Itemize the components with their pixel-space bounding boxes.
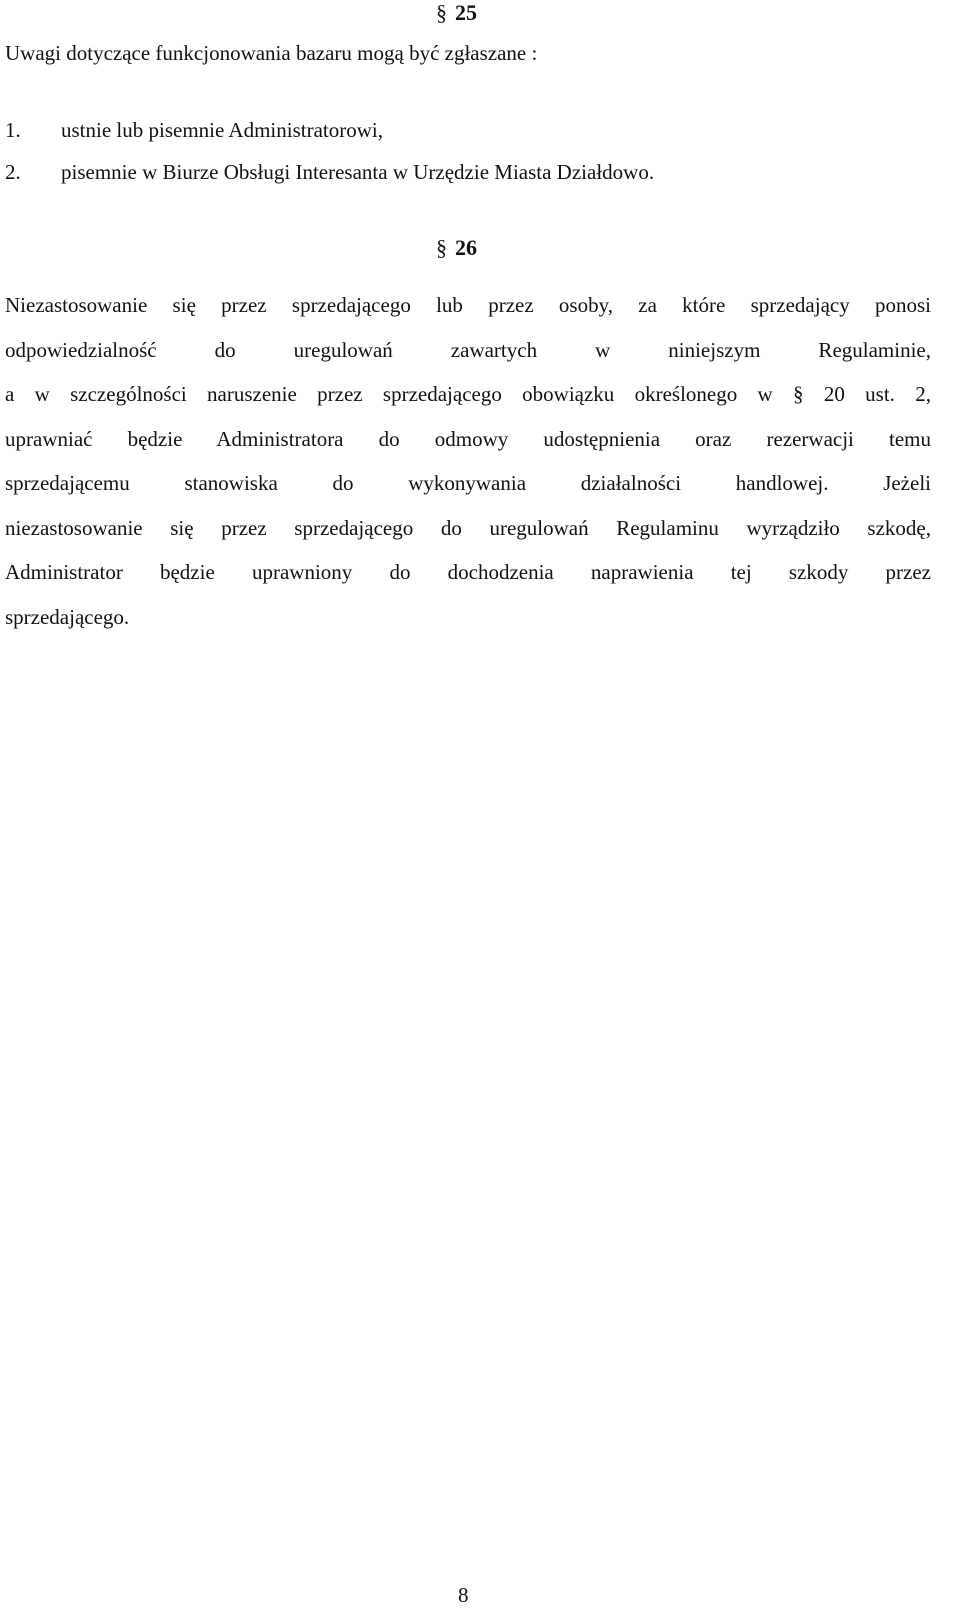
page-number: 8	[458, 1583, 469, 1607]
paragraph-line: niezastosowanie się przez sprzedającego do uregulowań Regulaminu wyrządziło szkodę,	[5, 516, 931, 540]
paragraph-line: a w szczególności naruszenie przez sprzedającego obowiązku określonego w § 20 ust. 2,	[5, 382, 931, 406]
section-25-intro: Uwagi dotyczące funkcjonowania bazaru mogą być zgłaszane :	[5, 41, 538, 65]
section-number: 25	[455, 0, 477, 25]
section-symbol: §	[436, 0, 447, 25]
list-item	[5, 160, 654, 185]
section-26-heading	[436, 235, 477, 261]
list-item-number: 2.	[5, 160, 21, 184]
paragraph-line: uprawniać będzie Administratora do odmowy udostępnienia oraz rezerwacji temu	[5, 427, 931, 451]
list-item-text: ustnie lub pisemnie Administratorowi,	[61, 118, 383, 142]
section-25-heading	[436, 0, 477, 26]
list-item	[5, 118, 383, 143]
paragraph-line: Niezastosowanie się przez sprzedającego lub przez osoby, za które sprzedający ponosi	[5, 293, 931, 317]
paragraph-line: sprzedającemu stanowiska do wykonywania działalności handlowej. Jeżeli	[5, 471, 931, 495]
paragraph-line: odpowiedzialność do uregulowań zawartych w niniejszym Regulaminie,	[5, 338, 931, 362]
list-item-number: 1.	[5, 118, 21, 142]
paragraph-line: sprzedającego.	[5, 605, 130, 629]
paragraph-line: Administrator będzie uprawniony do dochodzenia naprawienia tej szkody przez	[5, 560, 931, 584]
list-item-text: pisemnie w Biurze Obsługi Interesanta w Urzędzie Miasta Działdowo.	[61, 160, 655, 184]
section-symbol: §	[436, 235, 447, 260]
section-number: 26	[455, 235, 477, 260]
